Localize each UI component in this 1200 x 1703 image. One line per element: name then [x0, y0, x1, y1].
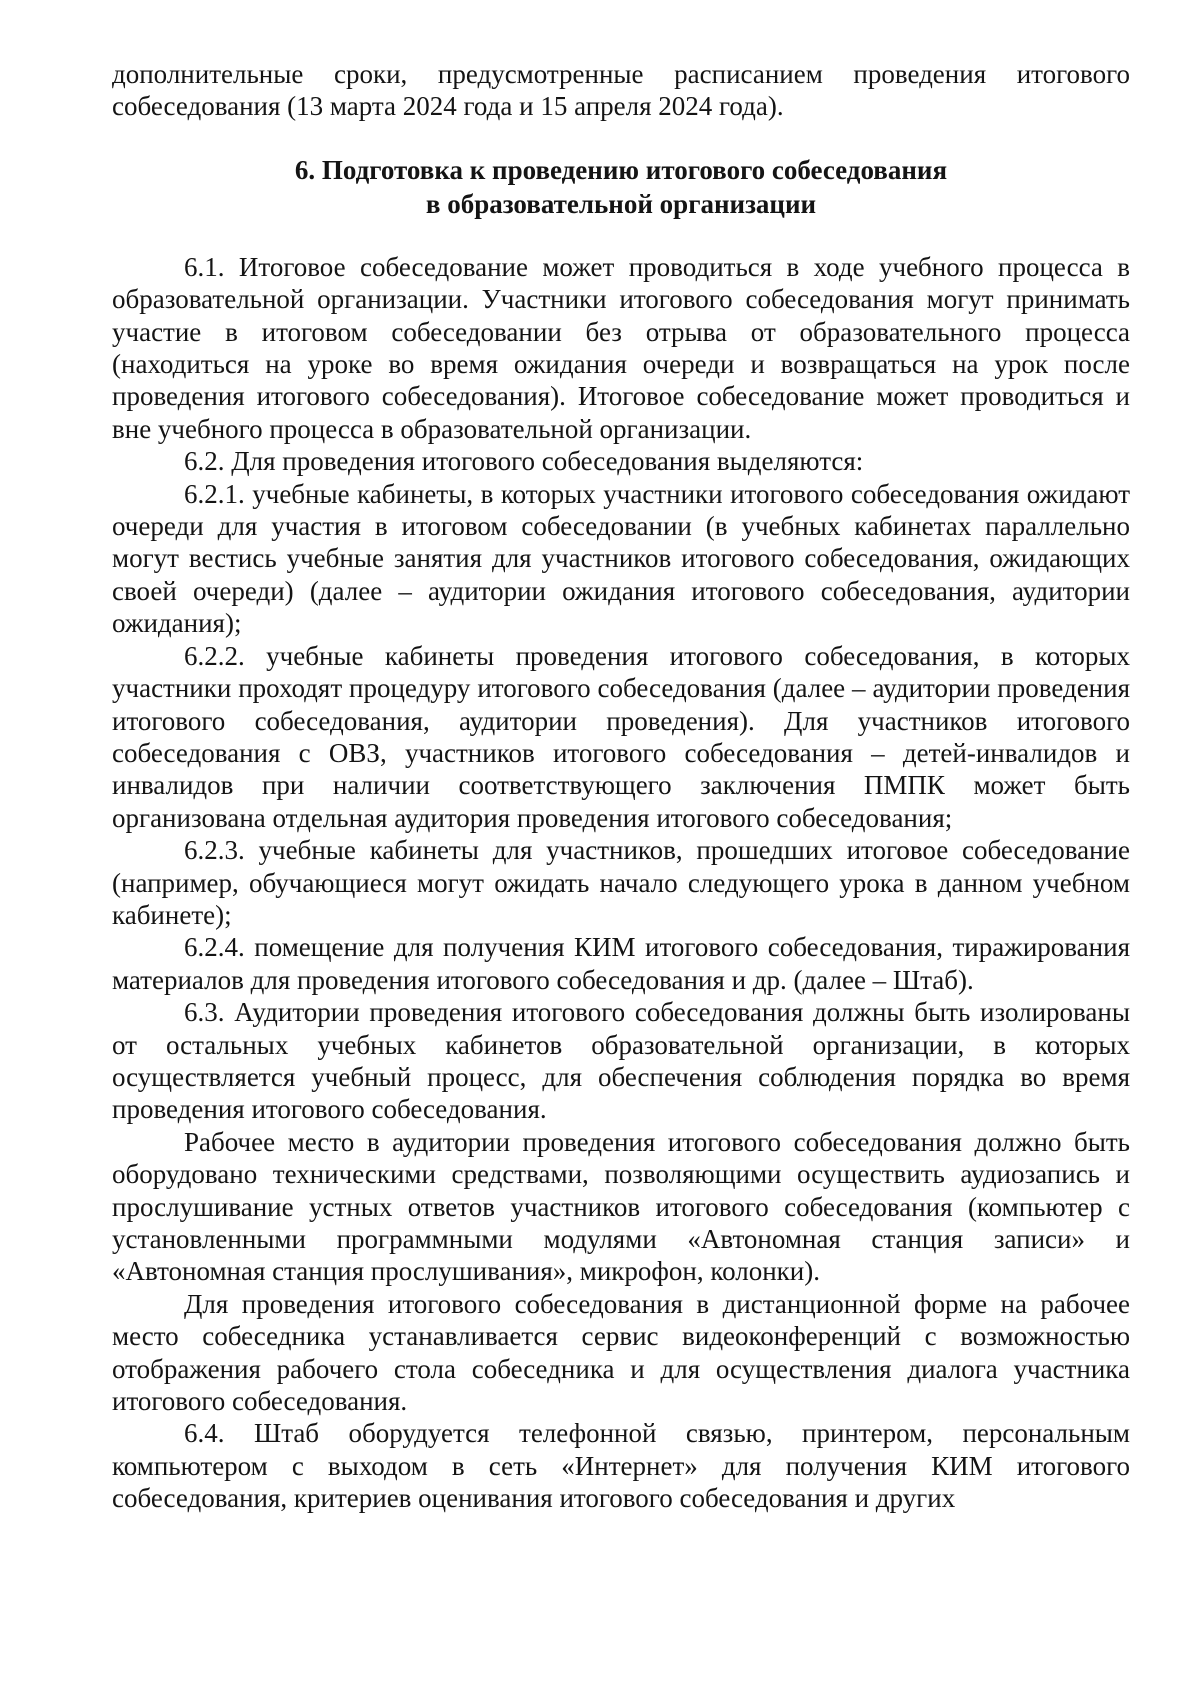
paragraph-6-1: 6.1. Итоговое собеседование может проводиться в ходе учебного процесса в образовательной организации. Участники итогового собеседования могут принимать участие в итоговом собеседовании без отрыва от образовательного процесса (находиться на уроке во время ожидания очереди и возвращаться на урок после проведения итогового собеседования). Итоговое собеседование может проводиться и вне учебного процесса в образовательной организации. [112, 251, 1130, 444]
paragraph-6-3: 6.3. Аудитории проведения итогового собеседования должны быть изолированы от остальных учебных кабинетов образовательной организации, в которых осуществляется учебный процесс, для обеспечения соблюдения порядка во время проведения итогового собеседования. [112, 997, 1130, 1125]
paragraph-workplace-equipment: Рабочее место в аудитории проведения итогового собеседования должно быть оборудовано техническими средствами, позволяющими осуществить аудиозапись и прослушивание устных ответов участников итогового собеседования (компьютер с установленными программными модулями «Автономная станция записи» и «Автономная станция прослушивания», микрофон, колонки). [112, 1126, 1130, 1287]
section-heading [112, 153, 1130, 221]
document-page [112, 58, 1130, 1515]
paragraph-6-2-2: 6.2.2. учебные кабинеты проведения итогового собеседования, в которых участники проходят процедуру итогового собеседования (далее – аудитории проведения итогового собеседования, аудитории проведения). Для участников итогового собеседования с ОВЗ, участников итогового собеседования – детей-инвалидов и инвалидов при наличии соответствующего заключения ПМПК может быть организована отдельная аудитория проведения итогового собеседования; [112, 640, 1130, 833]
paragraph-6-4: 6.4. Штаб оборудуется телефонной связью, принтером, персональным компьютером с выходом в сеть «Интернет» для получения КИМ итогового собеседования, критериев оценивания итогового собеседования и других [112, 1418, 1130, 1514]
section-heading-line-1: 6. Подготовка к проведению итогового собеседования [294, 154, 948, 185]
paragraph-6-2-3: 6.2.3. учебные кабинеты для участников, прошедших итоговое собеседование (например, обучающиеся могут ожидать начало следующего урока в данном учебном кабинете); [112, 835, 1130, 930]
paragraph-6-2-4: 6.2.4. помещение для получения КИМ итогового собеседования, тиражирования материалов для проведения итогового собеседования и др. (далее – Штаб). [112, 932, 1130, 995]
section-heading-line-2: в образовательной организации [425, 188, 817, 219]
intro-paragraph: дополнительные сроки, предусмотренные расписанием проведения итогового собеседования (13 марта 2024 года и 15 апреля 2024 года). [112, 59, 1130, 122]
paragraph-remote-format: Для проведения итогового собеседования в дистанционной форме на рабочее место собеседника устанавливается сервис видеоконференций с возможностью отображения рабочего стола собеседника и для осуществления диалога участника итогового собеседования. [112, 1288, 1130, 1417]
paragraph-6-2-1: 6.2.1. учебные кабинеты, в которых участники итогового собеседования ожидают очереди для участия в итоговом собеседовании (в учебных кабинетах параллельно могут вестись учебные занятия для участников итогового собеседования, ожидающих своей очереди) (далее – аудитории ожидания итогового собеседования, аудитории ожидания); [112, 478, 1130, 639]
paragraph-6-2: 6.2. Для проведения итогового собеседования выделяются: [184, 446, 864, 477]
